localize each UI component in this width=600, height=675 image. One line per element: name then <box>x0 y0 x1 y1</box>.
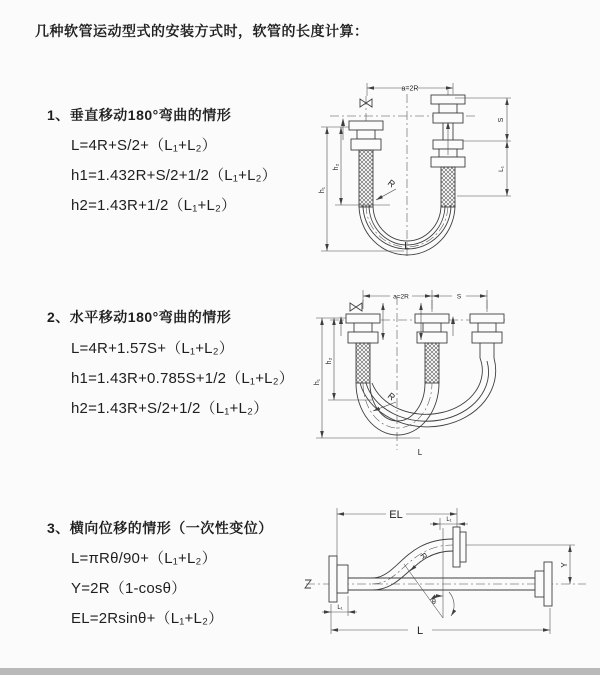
section-3-formula-Y: Y=2R（1-cosθ） <box>71 580 187 597</box>
length-label: L <box>416 625 424 637</box>
page-title: 几种软管运动型式的安装方式时，软管的长度计算： <box>35 23 369 39</box>
hose-s-curve <box>372 539 453 590</box>
dimension-l1-left <box>322 596 357 616</box>
radius-label: R <box>418 551 429 562</box>
dimension-l <box>331 604 550 637</box>
dim-label-l1: L₁ <box>498 166 505 172</box>
section-1-formula-h1: h1=1.432R+S/2+1/2（L₁+L₂） <box>71 167 277 184</box>
scan-edge-strip <box>0 668 600 675</box>
top-right-flange <box>453 527 466 567</box>
dim-label-el: EL <box>389 509 403 521</box>
dimension-l1-top <box>430 517 468 530</box>
length-label: L <box>417 448 423 457</box>
dim-label-h2: h₂ <box>333 163 340 171</box>
dim-label-h1: h₁ <box>319 186 326 194</box>
section-2-formula-h1: h1=1.43R+0.785S+1/2（L₁+L₂） <box>71 370 294 387</box>
dim-label-y: Y <box>560 562 569 568</box>
dim-label-l1-left: L₁ <box>337 605 343 611</box>
diagram-horizontal-movement <box>308 282 553 462</box>
movement-arrow-middle <box>451 316 455 336</box>
left-flange <box>329 556 372 602</box>
dim-label-a2r: a=2R <box>393 293 409 301</box>
angle-construction <box>404 528 454 618</box>
dimension-a2r <box>367 83 453 96</box>
dimension-a2r <box>363 290 487 312</box>
radius-label: R <box>385 390 398 403</box>
diagram-lateral-displacement <box>298 498 595 646</box>
dim-label-s: S <box>498 117 505 123</box>
section-3-heading: 3、横向位移的情形（一次性变位） <box>47 520 273 536</box>
angle-label: θ <box>432 599 436 606</box>
right-flange-position2 <box>470 314 504 358</box>
center-mark-icon <box>350 303 362 311</box>
dim-label-h2: h₂ <box>326 357 333 365</box>
movement-arrow-left <box>341 118 345 140</box>
left-flange <box>346 314 380 383</box>
section-2-formula-h2: h2=1.43R+S/2+1/2（L₁+L₂） <box>71 400 269 417</box>
length-label: L <box>404 241 410 252</box>
dim-label-l1-top: L₁ <box>446 517 452 523</box>
section-1-heading: 1、垂直移动180°弯曲的情形 <box>47 107 232 123</box>
dim-label-a2r: a=2R <box>401 85 419 93</box>
radius-callout <box>376 178 397 200</box>
section-1-formula-L: L=4R+S/2+（L₁+L₂） <box>71 137 217 154</box>
dim-label-h1: h₁ <box>314 378 321 386</box>
diagram-vertical-movement <box>308 76 528 258</box>
radius-label: R <box>385 177 398 190</box>
movement-arrow-left <box>339 316 343 336</box>
section-1-formula-h2: h2=1.43R+1/2（L₁+L₂） <box>71 197 237 214</box>
radius-callout <box>410 551 429 571</box>
dimension-el <box>337 508 457 556</box>
section-3-formula-EL: EL=2Rsinθ+（L₁+L₂） <box>71 610 224 627</box>
section-2-formula-L: L=4R+1.57S+（L₁+L₂） <box>71 340 234 357</box>
section-3-formula-L: L=πRθ/90+（L₁+L₂） <box>71 550 217 567</box>
middle-flange <box>415 314 449 383</box>
section-2-heading: 2、水平移动180°弯曲的情形 <box>47 309 232 325</box>
left-flange <box>349 121 383 207</box>
dim-label-s: S <box>456 293 462 301</box>
